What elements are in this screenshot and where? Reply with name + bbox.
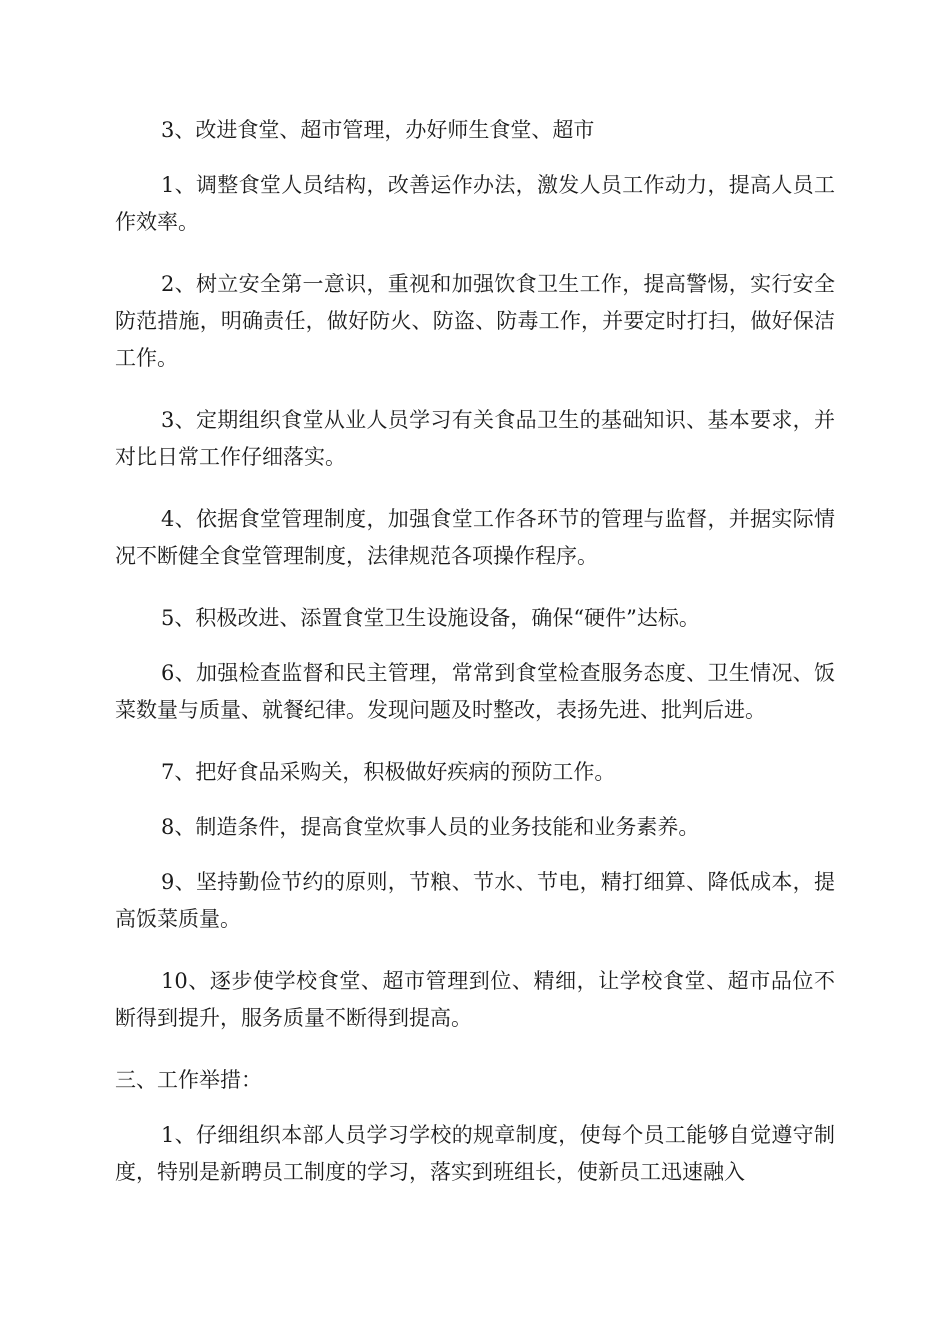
paragraph-item-5: 5、积极改进、添置食堂卫生设施设备，确保“硬件”达标。 — [161, 606, 700, 630]
measure-item-1: 1、仔细组织本部人员学习学校的规章制度，使每个员工能够自觉遵守制度，特别是新聘员工制度的学习，落实到班组长，使新员工迅速融入 — [115, 1123, 835, 1184]
paragraph-item-1: 1、调整食堂人员结构，改善运作办法，激发人员工作动力，提高人员工作效率。 — [115, 173, 835, 234]
paragraph-item-10: 10、逐步使学校食堂、超市管理到位、精细，让学校食堂、超市品位不断得到提升，服务质量不断得到提高。 — [115, 969, 835, 1030]
canteen-section-heading: 3、改进食堂、超市管理，办好师生食堂、超市 — [161, 118, 595, 142]
paragraph-item-2: 2、树立安全第一意识，重视和加强饮食卫生工作，提高警惕，实行安全防范措施，明确责任，做好防火、防盗、防毒工作，并要定时打扫，做好保洁工作。 — [115, 272, 835, 370]
document-page — [115, 112, 835, 1216]
section-heading-work-measures: 三、工作举措： — [115, 1068, 262, 1092]
paragraph-item-8: 8、制造条件，提高食堂炊事人员的业务技能和业务素养。 — [161, 815, 700, 839]
paragraph-item-4: 4、依据食堂管理制度，加强食堂工作各环节的管理与监督，并据实际情况不断健全食堂管理制度，法律规范各项操作程序。 — [115, 507, 835, 568]
paragraph-item-9: 9、坚持勤俭节约的原则，节粮、节水、节电，精打细算、降低成本，提高饭菜质量。 — [115, 870, 835, 931]
paragraph-item-3: 3、定期组织食堂从业人员学习有关食品卫生的基础知识、基本要求，并对比日常工作仔细落实。 — [115, 408, 835, 469]
paragraph-item-6: 6、加强检查监督和民主管理，常常到食堂检查服务态度、卫生情况、饭菜数量与质量、就餐纪律。发现问题及时整改，表扬先进、批判后进。 — [115, 661, 835, 722]
paragraph-item-7: 7、把好食品采购关，积极做好疾病的预防工作。 — [161, 760, 616, 784]
